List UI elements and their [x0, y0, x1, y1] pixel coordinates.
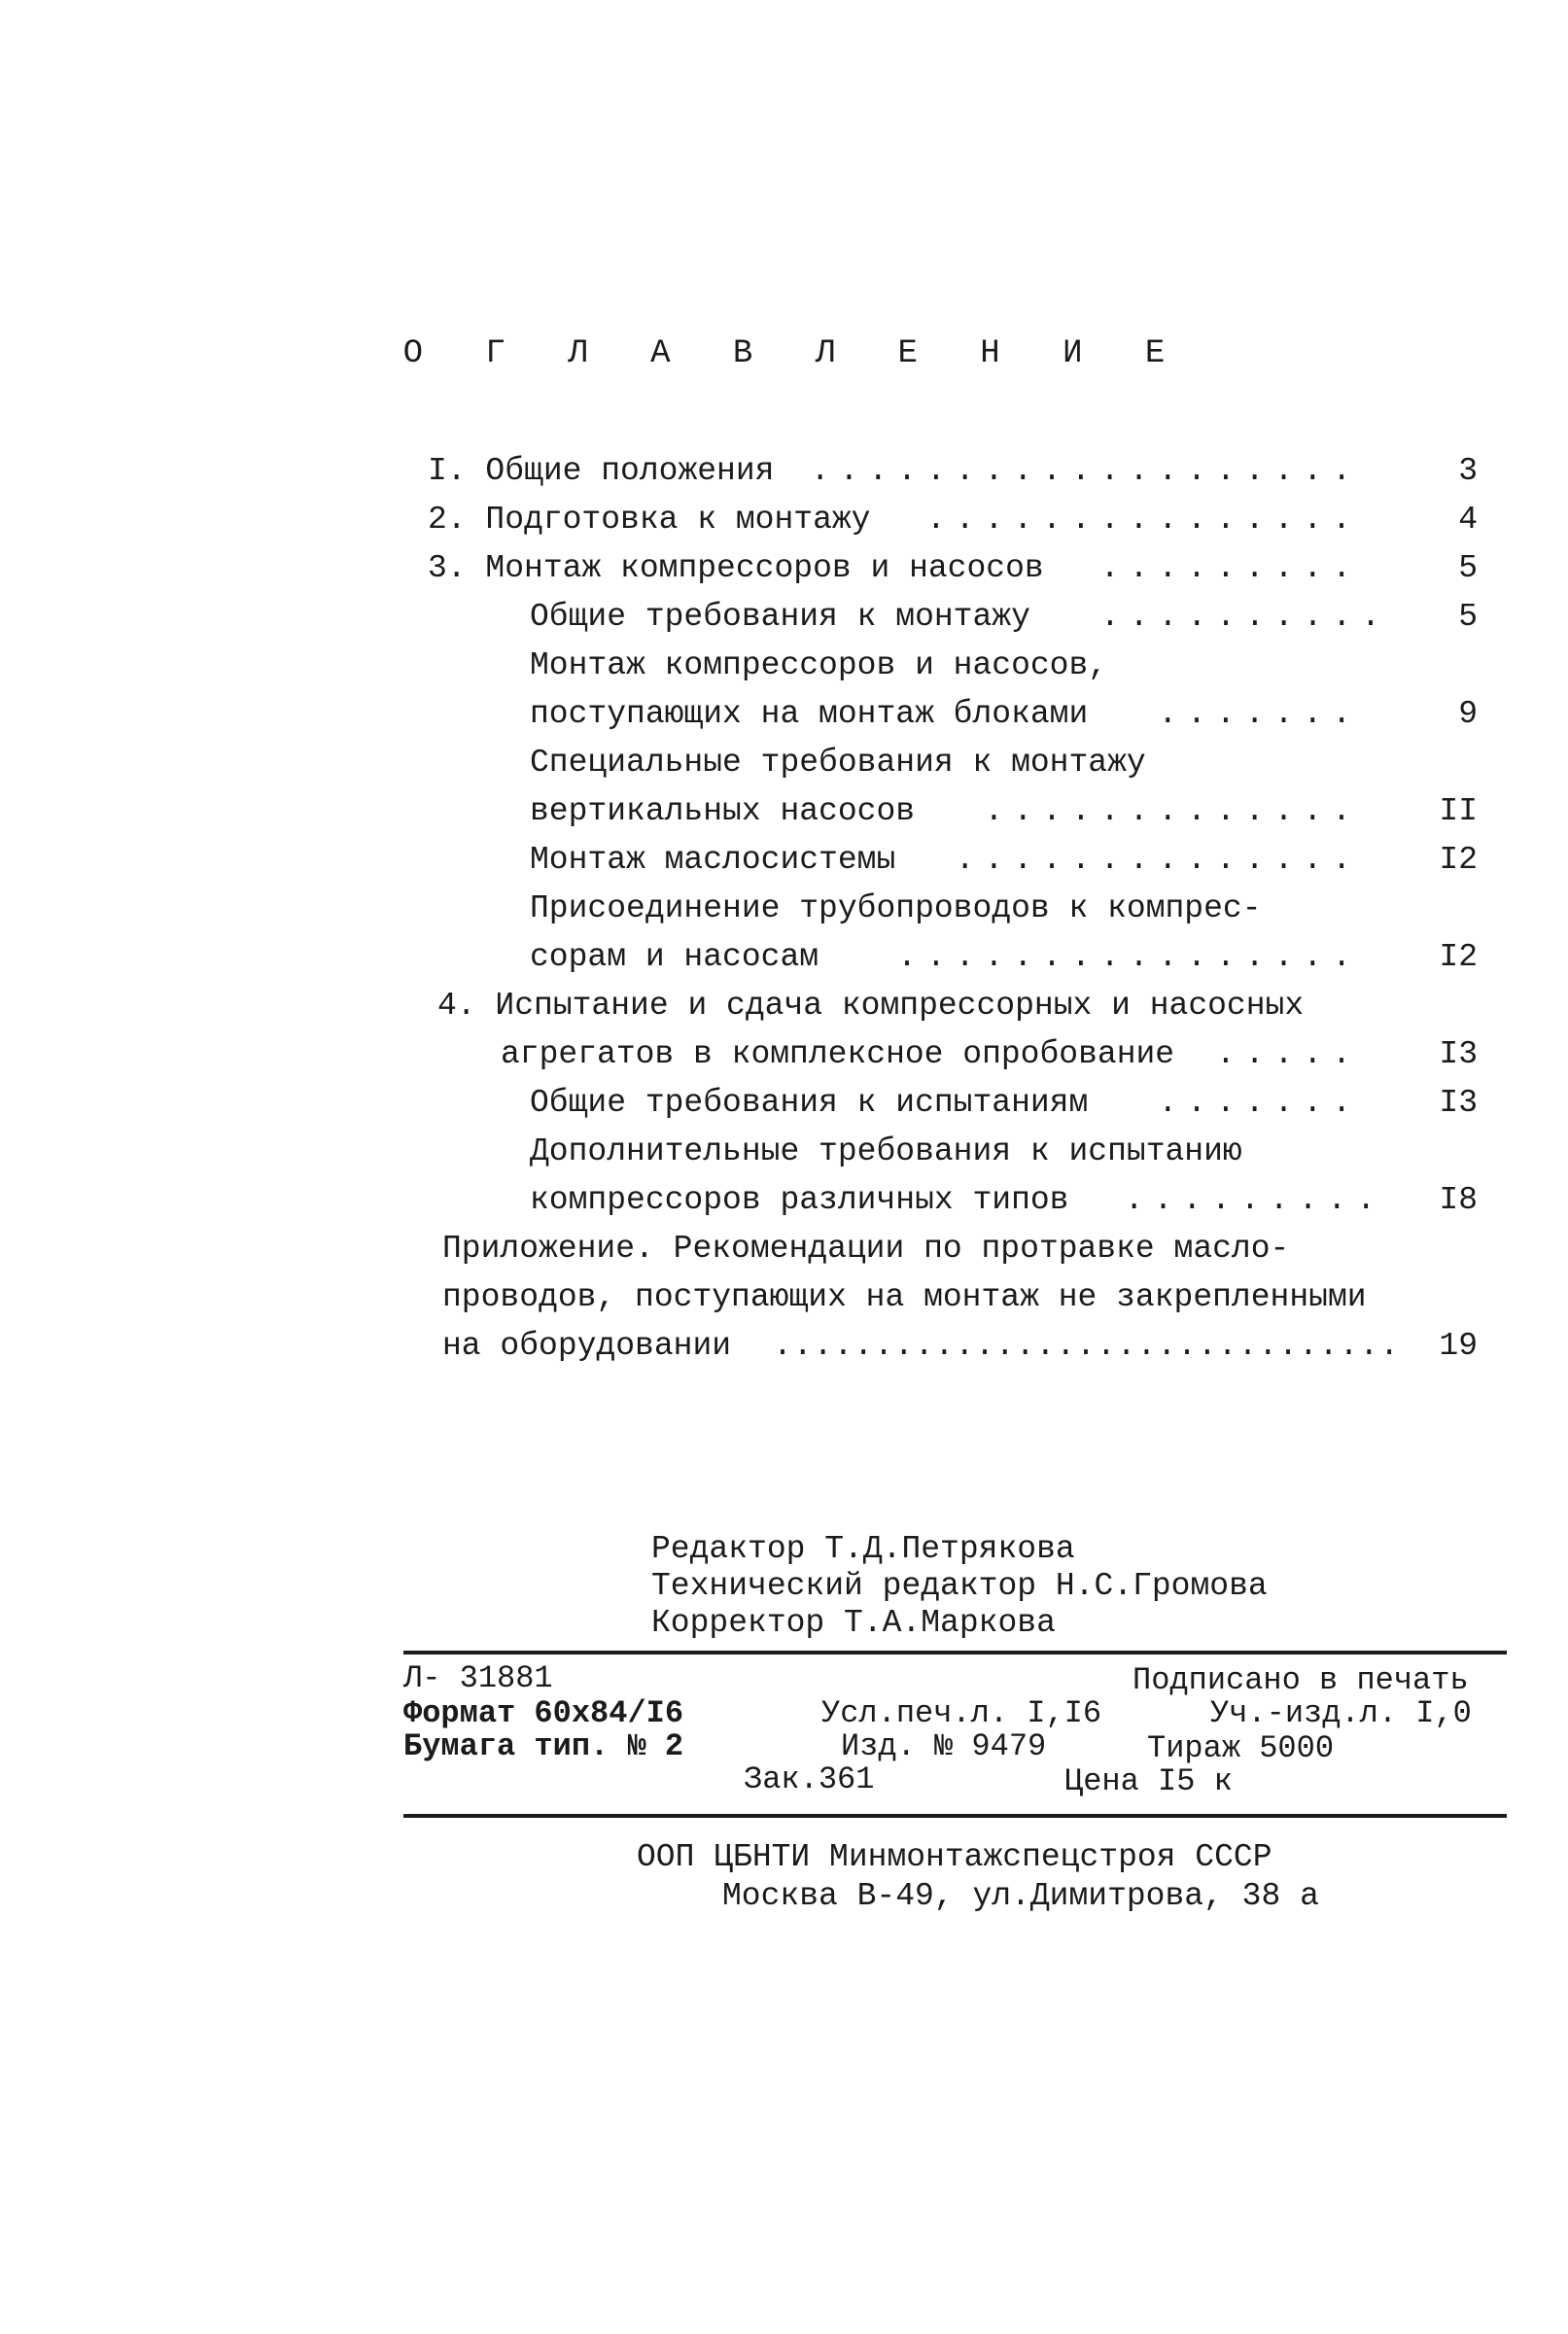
bottom-rule [403, 1814, 1507, 1818]
toc-entry-title: I. Общие положения [428, 453, 775, 489]
toc-entry-title: 3. Монтаж компрессоров и насосов [428, 550, 1044, 586]
tech-editor-credit: Технический редактор Н.С.Громова [651, 1568, 1268, 1604]
toc-entry-page: I3 [1439, 1036, 1478, 1072]
toc-entry [437, 982, 1478, 1030]
toc-entry-title: Общие требования к испытаниям [530, 1085, 1089, 1121]
order-number: Зак.361 [744, 1761, 875, 1797]
toc-entry [530, 885, 1478, 933]
toc-entry-title: Общие требования к монтажу [530, 599, 1030, 635]
toc-entry-page: 3 [1458, 453, 1478, 489]
toc-entry-title: поступающих на монтаж блоками [530, 696, 1089, 732]
toc-entry [530, 690, 1478, 739]
toc-entry [530, 1128, 1478, 1176]
paper-format: Формат 60x84/I6 [403, 1695, 684, 1731]
toc-entry [428, 496, 1478, 544]
page-title: О Г Л А В Л Е Н И Е [402, 335, 1187, 372]
toc-entry-title: Приложение. Рекомендации по протравке масло- [442, 1231, 1290, 1267]
toc-entry-page: II [1439, 793, 1478, 829]
toc-leader-dots: ............................... [773, 1328, 1400, 1364]
edition-number: Изд. № 9479 [841, 1728, 1047, 1764]
toc-entry-page: 4 [1458, 502, 1478, 538]
toc-entry-page: I2 [1439, 842, 1478, 878]
editor-credit: Редактор Т.Д.Петрякова [651, 1531, 1075, 1567]
toc-leader-dots: ......... [1124, 1182, 1385, 1218]
toc-entry-title: компрессоров различных типов [530, 1182, 1069, 1218]
toc-entry [530, 836, 1478, 885]
toc-entry [530, 933, 1478, 982]
toc-entry [530, 1176, 1478, 1225]
toc-leader-dots: ....... [1158, 696, 1361, 732]
toc-entry [442, 1322, 1478, 1371]
toc-entry-title: Монтаж компрессоров и насосов, [530, 647, 1108, 683]
toc-entry [530, 787, 1478, 836]
toc-entry-title: Присоединение трубопроводов к компрес- [530, 890, 1262, 926]
toc-entry-page: I8 [1439, 1182, 1478, 1218]
toc-entry [530, 642, 1478, 690]
toc-leader-dots: ................... [810, 453, 1361, 489]
toc-leader-dots: .............. [955, 842, 1361, 878]
toc-entry-title: 4. Испытание и сдача компрессорных и насосных [437, 988, 1305, 1024]
toc-entry [501, 1030, 1478, 1079]
publisher-address: Москва В-49, ул.Димитрова, 38 а [722, 1878, 1319, 1914]
toc-entry [530, 593, 1478, 642]
top-rule [403, 1651, 1507, 1655]
toc-leader-dots: ....... [1158, 1085, 1361, 1121]
publisher-name: ООП ЦБНТИ Минмонтажспецстроя СССР [637, 1839, 1272, 1875]
toc-entry-title: вертикальных насосов [530, 793, 916, 829]
paper-type: Бумага тип. № 2 [403, 1728, 684, 1764]
toc-entry-title: агрегатов в комплексное опробование [501, 1036, 1175, 1072]
credits-block [651, 1531, 1268, 1642]
toc-entry [442, 1225, 1478, 1273]
toc-leader-dots: ..... [1215, 1036, 1361, 1072]
toc-entry-page: 5 [1458, 550, 1478, 586]
toc-leader-dots: ................ [897, 939, 1361, 975]
toc-entry-title: проводов, поступающих на монтаж не закрепленными [442, 1279, 1367, 1315]
toc-entry-title: сорам и насосам [530, 939, 819, 975]
toc-leader-dots: ......... [1099, 550, 1361, 586]
toc-entry [442, 1273, 1478, 1322]
pub-code: Л- 31881 [403, 1660, 553, 1696]
toc-entry-page: 5 [1458, 599, 1478, 635]
toc-entry-page: I3 [1439, 1085, 1478, 1121]
toc-entry [530, 1079, 1478, 1128]
price: Цена I5 к [1064, 1763, 1233, 1799]
toc-entry-title: на оборудовании [442, 1328, 732, 1364]
print-sheets: Усл.печ.л. I,I6 [821, 1695, 1102, 1731]
toc-entry [530, 739, 1478, 787]
print-run: Тираж 5000 [1147, 1730, 1335, 1766]
toc-entry-title: Монтаж маслосистемы [530, 842, 896, 878]
publisher-sheets: Уч.-изд.л. I,0 [1210, 1695, 1472, 1731]
toc-entry [428, 447, 1478, 496]
toc-entry-page: 19 [1439, 1328, 1478, 1364]
corrector-credit: Корректор Т.А.Маркова [651, 1605, 1056, 1641]
toc-leader-dots: ............. [984, 793, 1361, 829]
toc-leader-dots: ............... [925, 502, 1361, 538]
toc-entry-title: 2. Подготовка к монтажу [428, 502, 871, 538]
toc-entry-page: 9 [1458, 696, 1478, 732]
toc-entry-page: I2 [1439, 939, 1478, 975]
toc-entry-title: Специальные требования к монтажу [530, 745, 1146, 781]
toc-leader-dots: .......... [1099, 599, 1390, 635]
toc-entry-title: Дополнительные требования к испытанию [530, 1133, 1242, 1169]
signed-for-print: Подписано в печать [1132, 1662, 1469, 1698]
toc-entry [428, 544, 1478, 593]
